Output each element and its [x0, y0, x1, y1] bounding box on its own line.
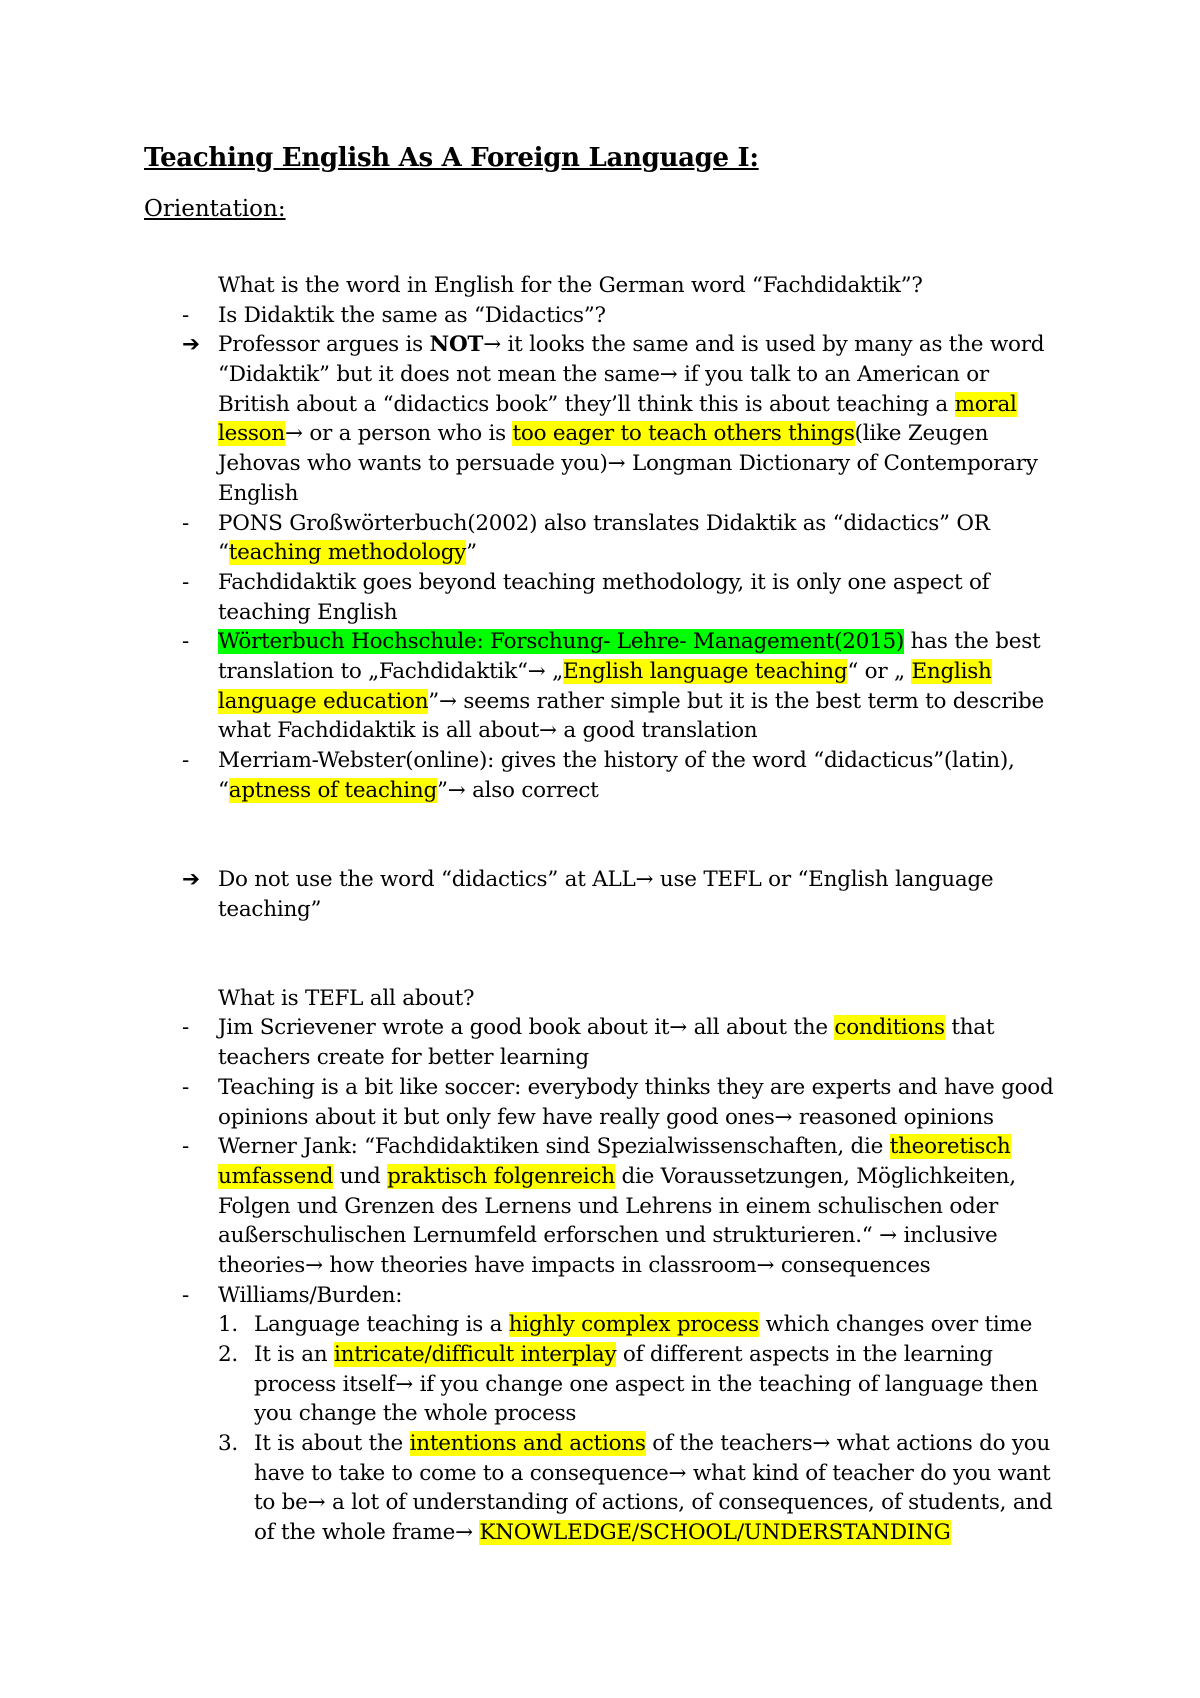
item-number: 3. — [218, 1431, 239, 1457]
list-item-continuation — [0, 776, 1200, 806]
list-item-continuation — [0, 360, 1200, 390]
numbered-item-text: have to take to come to a consequence→ what kind of teacher do you want — [254, 1460, 1051, 1486]
list-item-continuation — [0, 1192, 1200, 1222]
inline-arrow-icon: → — [483, 332, 501, 358]
list-item-text: teaching English — [218, 599, 398, 625]
list-item-text: Merriam-Webster(online): gives the history of the word “didacticus”(latin), — [218, 748, 1015, 773]
highlight: moral — [954, 391, 1017, 417]
arrow-bullet-icon: ➔ — [182, 332, 200, 358]
list-item-text: Jim Scrievener wrote a good book about it→ all about the conditions that — [218, 1015, 995, 1041]
list-item-text: umfassend und praktisch folgenreich die Voraussetzungen, Möglichkeiten, — [218, 1163, 1016, 1189]
list-item — [0, 568, 1200, 598]
list-item-text: Professor argues is NOT→ it looks the same and is used by many as the word — [218, 332, 1045, 358]
item-number: 2. — [218, 1342, 239, 1367]
inline-arrow-icon: → — [305, 1252, 323, 1278]
list-item-text: Jehovas who wants to persuade you)→ Longman Dictionary of Contemporary — [218, 451, 1038, 477]
highlight: English language teaching — [562, 658, 848, 684]
list-item-text: “Didaktik” but it does not mean the same→ if you talk to an American or — [218, 362, 989, 388]
numbered-item-text: It is about the intentions and actions of the teachers→ what actions do you — [254, 1431, 1051, 1457]
list-item — [0, 301, 1200, 331]
dash-bullet: - — [182, 569, 190, 595]
inline-arrow-icon: → — [756, 1252, 775, 1278]
list-item — [0, 627, 1200, 657]
list-item-text: British about a “didactics book” they’ll think this is about teaching a moral — [218, 391, 1017, 417]
dash-bullet: - — [182, 1074, 190, 1100]
document-body — [0, 271, 1200, 1548]
dash-bullet: - — [182, 629, 190, 655]
bold-text: NOT — [429, 332, 484, 358]
list-item-text: what Fachdidaktik is all about→ a good translation — [218, 718, 758, 744]
list-item-continuation — [0, 687, 1200, 717]
inline-arrow-icon: → — [527, 658, 546, 684]
numbered-item — [0, 1340, 1200, 1370]
list-item — [0, 509, 1200, 539]
numbered-item-text: It is an intricate/difficult interplay of different aspects in the learning — [254, 1342, 993, 1367]
list-item — [0, 330, 1200, 360]
numbered-item-continuation — [0, 1488, 1200, 1518]
section-heading-orientation: Orientation: — [144, 196, 286, 222]
list-item — [0, 1132, 1200, 1162]
list-item-continuation — [0, 716, 1200, 746]
dash-bullet: - — [182, 1282, 190, 1308]
list-item-text: Werner Jank: “Fachdidaktiken sind Spezialwissenschaften, die theoretisch — [218, 1134, 1011, 1160]
list-item — [0, 1281, 1200, 1311]
inline-arrow-icon: → — [879, 1223, 897, 1249]
list-item-text: “teaching methodology” — [218, 540, 477, 566]
highlight: lesson — [218, 421, 285, 447]
list-item-continuation — [0, 1221, 1200, 1251]
dash-bullet: - — [182, 302, 190, 328]
list-item-text: Williams/Burden: — [218, 1282, 403, 1308]
list-item-text: Do not use the word “didactics” at ALL→ use TEFL or “English language — [218, 867, 994, 893]
list-item-text: Wörterbuch Hochschule: Forschung- Lehre- Management(2015) has the best — [218, 629, 1041, 655]
list-item-text: außerschulischen Lernumfeld erforschen und strukturieren.“ → inclusive — [218, 1223, 998, 1249]
arrow-bullet-icon: ➔ — [182, 867, 200, 893]
highlight: aptness of teaching — [228, 777, 437, 803]
inline-arrow-icon: → — [439, 688, 457, 714]
list-item — [0, 865, 1200, 895]
numbered-item-text: to be→ a lot of understanding of actions, of consequences, of students, and — [254, 1490, 1053, 1516]
list-item — [0, 1073, 1200, 1103]
highlight: praktisch folgenreich — [387, 1163, 615, 1189]
list-item — [0, 1013, 1200, 1043]
list-item-text: Fachdidaktik goes beyond teaching methodology, it is only one aspect of — [218, 569, 990, 595]
list-item-text: language education”→ seems rather simple but it is the best term to describe — [218, 688, 1044, 714]
list-item-text: Folgen und Grenzen des Lernens und Lehrens in einem schulischen oder — [218, 1193, 999, 1219]
inline-arrow-icon: → — [668, 1460, 687, 1486]
inline-arrow-icon: → — [812, 1431, 831, 1457]
list-item-text: opinions about it but only few have really good ones→ reasoned opinions — [218, 1104, 994, 1130]
highlight: teaching methodology — [228, 540, 467, 566]
inline-arrow-icon: → — [669, 1015, 688, 1041]
list-item-text: theories→ how theories have impacts in classroom→ consequences — [218, 1252, 931, 1278]
list-item-continuation — [0, 1162, 1200, 1192]
inline-arrow-icon: → — [455, 1520, 473, 1546]
highlight: too eager to teach others things — [512, 421, 855, 447]
list-item-continuation — [0, 1251, 1200, 1281]
list-item-text: translation to „Fachdidaktik“→ „English language teaching“ or „ English — [218, 658, 992, 684]
list-item-continuation — [0, 657, 1200, 687]
list-item-text: Is Didaktik the same as “Didactics”? — [218, 302, 606, 328]
highlight: theoretisch — [889, 1134, 1011, 1160]
inline-arrow-icon: → — [307, 1490, 326, 1516]
question-text: What is TEFL all about? — [218, 985, 475, 1011]
highlight: intricate/difficult interplay — [333, 1342, 617, 1367]
list-item-continuation — [0, 1043, 1200, 1073]
highlight: English — [911, 658, 992, 684]
inline-arrow-icon: → — [395, 1371, 414, 1397]
question-text: What is the word in English for the German word “Fachdidaktik”? — [218, 273, 923, 298]
numbered-item-text: process itself→ if you change one aspect in the teaching of language then — [254, 1371, 1038, 1397]
list-item-text: teaching” — [218, 897, 322, 923]
numbered-item-text: you change the whole process — [254, 1401, 577, 1427]
inline-arrow-icon: → — [447, 777, 466, 803]
numbered-item — [0, 1429, 1200, 1459]
highlight: intentions and actions — [409, 1431, 646, 1457]
highlight: conditions — [834, 1015, 945, 1041]
inline-arrow-icon: → — [284, 421, 303, 447]
dash-bullet: - — [182, 1015, 190, 1041]
list-item-continuation — [0, 895, 1200, 925]
document-title: Teaching English As A Foreign Language I: — [144, 143, 759, 173]
numbered-item-continuation — [0, 1399, 1200, 1429]
highlight: highly complex process — [508, 1312, 759, 1338]
list-item-text: English — [218, 480, 299, 506]
list-item — [0, 746, 1200, 776]
inline-arrow-icon: → — [635, 867, 654, 893]
numbered-item-text: Language teaching is a highly complex process which changes over time — [254, 1312, 1033, 1338]
list-item-text: “aptness of teaching”→ also correct — [218, 777, 599, 803]
list-item-continuation — [0, 479, 1200, 509]
dash-bullet: - — [182, 1134, 190, 1160]
numbered-item-text: of the whole frame→ KNOWLEDGE/SCHOOL/UNDERSTANDING — [254, 1520, 951, 1546]
list-item-continuation — [0, 598, 1200, 628]
list-item-continuation — [0, 538, 1200, 568]
dash-bullet: - — [182, 748, 190, 773]
inline-arrow-icon: → — [659, 362, 678, 388]
inline-arrow-icon: → — [607, 451, 626, 477]
list-item-text: lesson→ or a person who is too eager to teach others things(like Zeugen — [218, 421, 989, 447]
highlight: KNOWLEDGE/SCHOOL/UNDERSTANDING — [479, 1520, 951, 1546]
list-item-text: teachers create for better learning — [218, 1045, 589, 1071]
list-item-continuation — [0, 419, 1200, 449]
list-item-text: PONS Großwörterbuch(2002) also translates Didaktik as “didactics” OR — [218, 510, 990, 536]
numbered-item — [0, 1310, 1200, 1340]
dash-bullet: - — [182, 510, 190, 536]
item-number: 1. — [218, 1312, 239, 1338]
question-line — [0, 271, 1200, 301]
list-item-continuation — [0, 390, 1200, 420]
numbered-item-continuation — [0, 1518, 1200, 1548]
inline-arrow-icon: → — [539, 718, 557, 744]
list-item-continuation — [0, 449, 1200, 479]
inline-arrow-icon: → — [774, 1104, 793, 1130]
list-item-text: Teaching is a bit like soccer: everybody thinks they are experts and have good — [218, 1074, 1054, 1100]
question-line — [0, 984, 1200, 1014]
highlight: language education — [218, 688, 429, 714]
list-item-continuation — [0, 1103, 1200, 1133]
green-highlight: Wörterbuch Hochschule: Forschung- Lehre- Management(2015) — [218, 629, 905, 655]
highlight: umfassend — [218, 1163, 334, 1189]
numbered-item-continuation — [0, 1459, 1200, 1489]
numbered-item-continuation — [0, 1370, 1200, 1400]
